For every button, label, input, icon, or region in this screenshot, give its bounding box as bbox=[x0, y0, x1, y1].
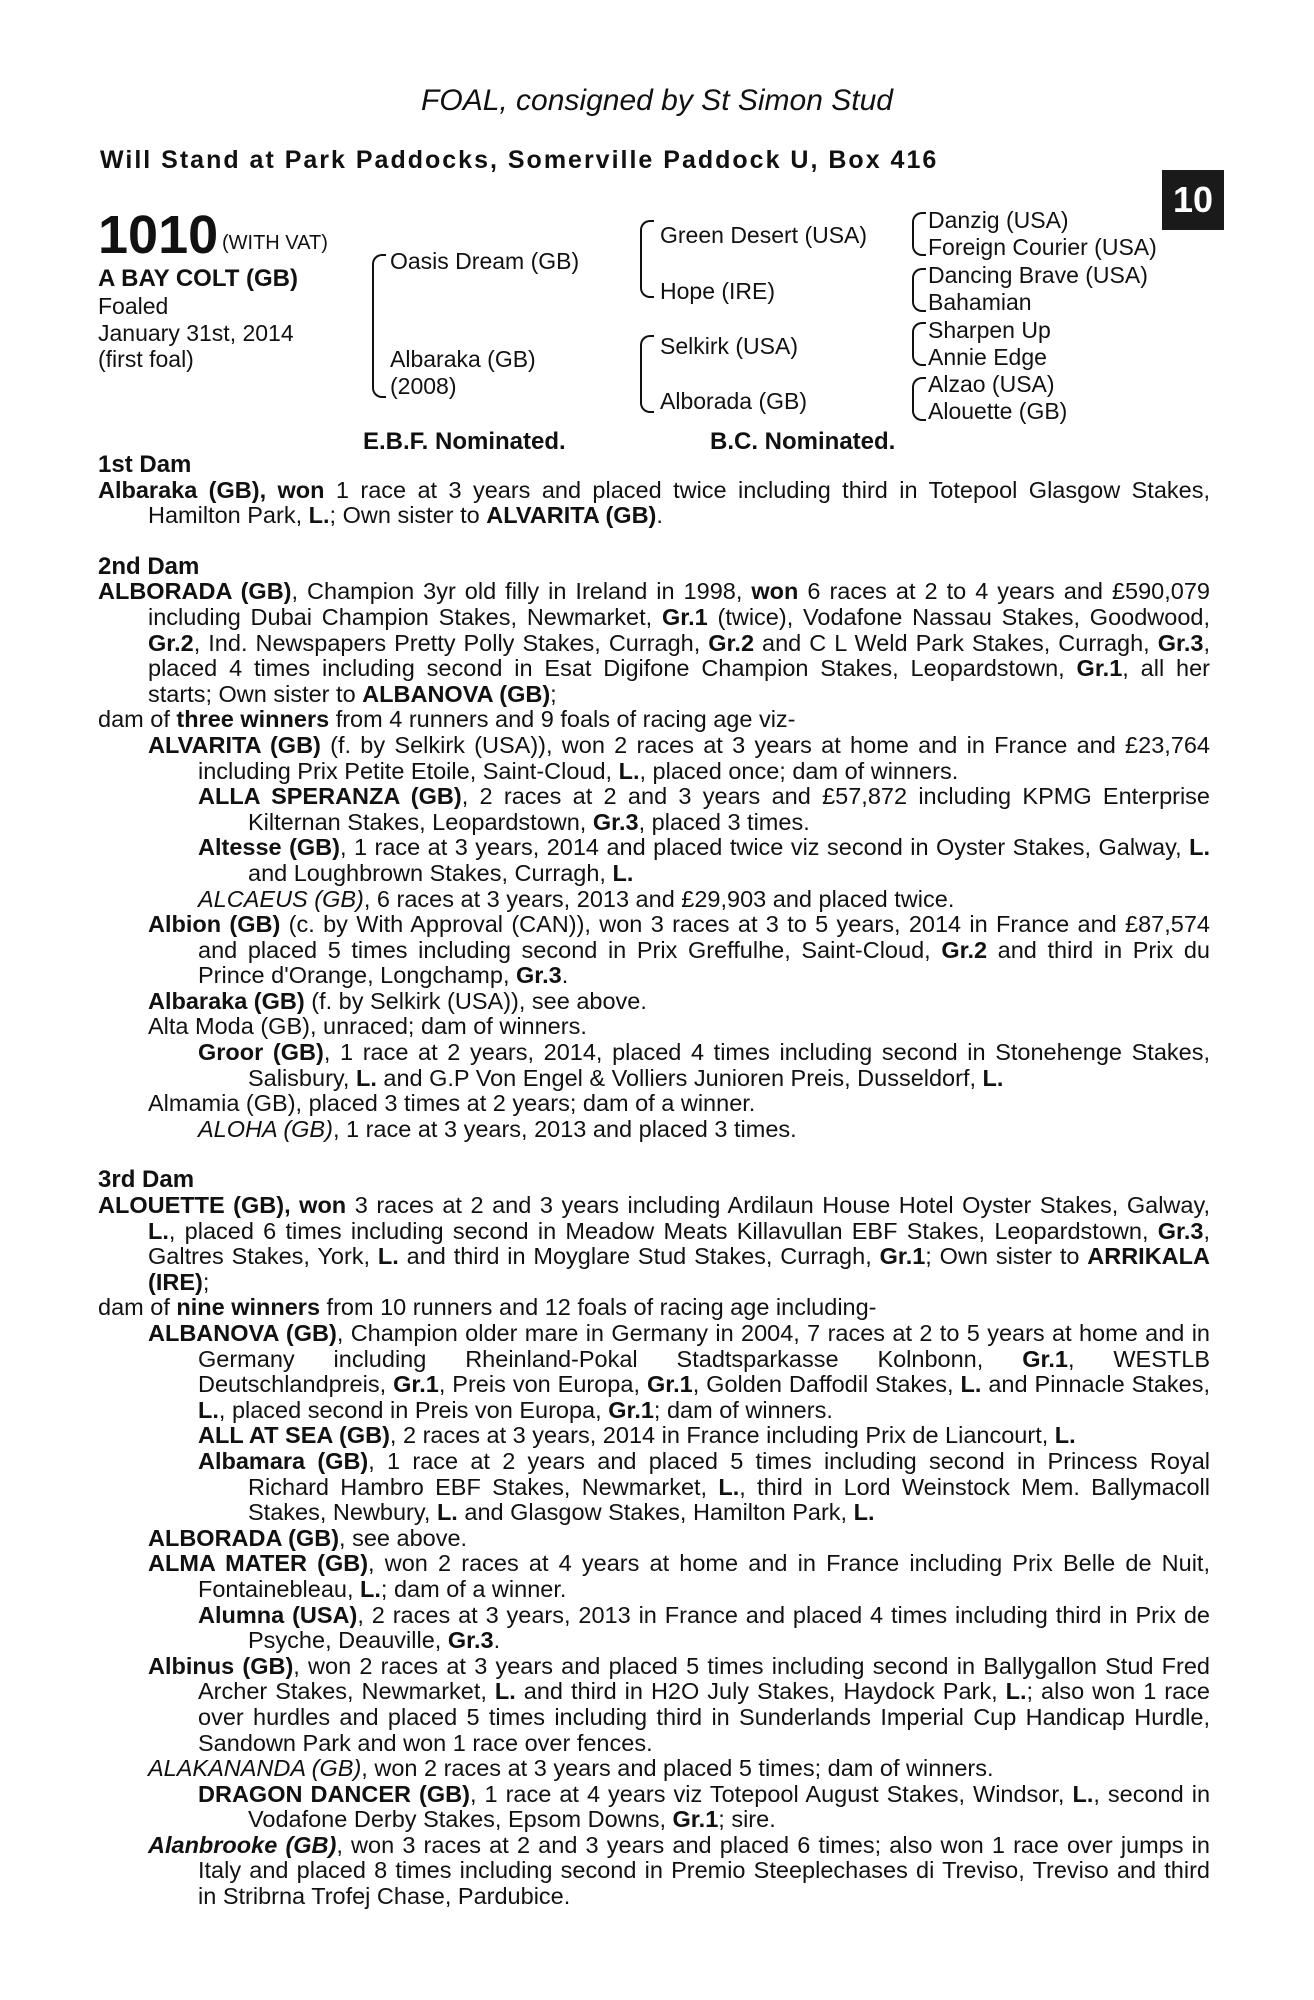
stand-location: Will Stand at Park Paddocks, Somerville Paddock U, Box 416 bbox=[100, 146, 939, 174]
produce-record bbox=[98, 452, 1210, 1910]
produce-entry: ALBANOVA (GB), Champion older mare in Germany in 2004, 7 races at 2 to 5 years at home and in Germany including Rheinland-Pokal Stadtsparkasse Kolnbonn, Gr.1, WESTLB Deutschlandpreis, Gr.1, Preis von Europa, Gr.1, Golden Daffodil Stakes, L. and Pinnacle Stakes, L., placed second in Preis von Europa, Gr.1; dam of winners. bbox=[148, 1320, 1211, 1423]
second-dam-paragraph: ALBORADA (GB), Champion 3yr old filly in Ireland in 1998, won 6 races at 2 to 4 years and £590,079 including Dubai Champion Stakes, Newmarket, Gr.1 (twice), Vodafone Nassau Stakes, Goodwood, Gr.2, Ind. Newspapers Pretty Polly Stakes, Curragh, Gr.2 and C L Weld Park Stakes, Curragh, Gr.3, placed 4 times including second in Esat Digifone Champion Stakes, Leopardstown, Gr.1, all her starts; Own sister to ALBANOVA (GB); bbox=[98, 578, 1210, 707]
produce-entry: ALBORADA (GB), see above. bbox=[148, 1524, 468, 1551]
pedigree-g3-ancestor: Alouette (GB) bbox=[928, 398, 1068, 424]
first-foal-note: (first foal) bbox=[98, 346, 194, 372]
lot-title: A BAY COLT (GB) bbox=[98, 265, 299, 292]
produce-entry: Alta Moda (GB), unraced; dam of winners. bbox=[148, 1013, 587, 1040]
ebf-nominated: E.B.F. Nominated. bbox=[363, 428, 566, 455]
pedigree-g3-ancestor: Foreign Courier (USA) bbox=[928, 234, 1157, 260]
produce-entry: Altesse (GB), 1 race at 3 years, 2014 and placed twice viz second in Oyster Stakes, Galway, L. and Loughbrown Stakes, Curragh, L. bbox=[198, 834, 1210, 886]
produce-entry: Albaraka (GB) (f. by Selkirk (USA)), see above. bbox=[148, 987, 647, 1014]
first-dam-heading: 1st Dam bbox=[98, 451, 192, 478]
produce-entry: Groor (GB), 1 race at 2 years, 2014, placed 4 times including second in Stonehenge Stakes, Salisbury, L. and G.P Von Engel & Volliers Junioren Preis, Dusseldorf, L. bbox=[198, 1039, 1210, 1091]
lot-number: 1010 bbox=[98, 205, 219, 265]
pedigree-brace-dam bbox=[640, 335, 654, 413]
pedigree-sire-dam: Hope (IRE) bbox=[660, 278, 776, 304]
produce-entry: ALVARITA (GB) (f. by Selkirk (USA)), won 2 races at 3 years at home and in France and £23,764 including Prix Petite Etoile, Saint-Cloud, L., placed once; dam of winners. bbox=[148, 731, 1210, 784]
produce-entry: DRAGON DANCER (GB), 1 race at 4 years viz Totepool August Stakes, Windsor, L., second in Vodafone Derby Stakes, Epsom Downs, Gr.1; sire. bbox=[198, 1780, 1211, 1833]
pedigree-g3-ancestor: Alzao (USA) bbox=[928, 371, 1055, 397]
first-dam-paragraph: Albaraka (GB), won 1 race at 3 years and placed twice including third in Totepool Glasgow Stakes, Hamilton Park, L.; Own sister to ALVARITA (GB). bbox=[98, 476, 1210, 529]
pedigree-g3-ancestor: Annie Edge bbox=[928, 344, 1047, 370]
pedigree-dam-sire: Selkirk (USA) bbox=[660, 333, 799, 359]
foaled-date: January 31st, 2014 bbox=[98, 320, 294, 346]
pedigree-brace-g3 bbox=[912, 322, 926, 366]
bc-nominated: B.C. Nominated. bbox=[710, 428, 896, 455]
pedigree-brace-main bbox=[372, 254, 386, 398]
third-dam-paragraph: ALOUETTE (GB), won 3 races at 2 and 3 years including Ardilaun House Hotel Oyster Stakes, Galway, L., placed 6 times including second in Meadow Meats Killavullan EBF Stakes, Leopardstown, Gr.3, Galtres Stakes, York, L. and third in Moyglare Stud Stakes, Curragh, Gr.1; Own sister to ARRIKALA (IRE); bbox=[98, 1192, 1210, 1295]
produce-entry: ALCAEUS (GB), 6 races at 3 years, 2013 and £29,903 and placed twice. bbox=[198, 885, 955, 912]
produce-entry: ALMA MATER (GB), won 2 races at 4 years at home and in France including Prix Belle de Nuit, Fontainebleau, L.; dam of a winner. bbox=[148, 1550, 1210, 1602]
second-dam-heading: 2nd Dam bbox=[98, 552, 200, 580]
produce-entry: Alumna (USA), 2 races at 3 years, 2013 in France and placed 4 times including third in Prix de Psyche, Deauville, Gr.3. bbox=[198, 1601, 1210, 1654]
produce-entry: ALL AT SEA (GB), 2 races at 3 years, 2014 in France including Prix de Liancourt, L. bbox=[198, 1422, 1076, 1449]
pedigree-dam: Albaraka (GB) bbox=[390, 346, 536, 372]
pedigree-dam-year: (2008) bbox=[390, 373, 457, 399]
pedigree-g3-ancestor: Bahamian bbox=[928, 289, 1032, 315]
produce-entry: Albamara (GB), 1 race at 2 years and placed 5 times including second in Princess Royal Richard Hambro EBF Stakes, Newmarket, L., third in Lord Weinstock Mem. Ballymacoll Stakes, Newbury, L. and Glasgow Stakes, Hamilton Park, L. bbox=[198, 1447, 1210, 1526]
pedigree-brace-g2 bbox=[912, 268, 926, 312]
produce-entry: Albinus (GB), won 2 races at 3 years and placed 5 times including second in Ballygallon Stud Fred Archer Stakes, Newmarket, L. and third in H2O July Stakes, Haydock Park, L.; also won 1 race over hurdles and placed 5 times including third in Sunderlands Imperial Cup Handicap Hurdle, Sandown Park and won 1 race over fences. bbox=[148, 1652, 1211, 1756]
pedigree-g3-ancestor: Sharpen Up bbox=[928, 317, 1051, 343]
produce-entry: ALAKANANDA (GB), won 2 races at 3 years and placed 5 times; dam of winners. bbox=[148, 1755, 994, 1782]
pedigree-brace-g4 bbox=[912, 377, 926, 421]
pedigree-dam-dam: Alborada (GB) bbox=[660, 388, 808, 414]
lot-tag-badge: 10 bbox=[1162, 170, 1224, 230]
produce-entry: ALLA SPERANZA (GB), 2 races at 2 and 3 years and £57,872 including KPMG Enterprise Kilternan Stakes, Leopardstown, Gr.3, placed 3 times. bbox=[198, 783, 1211, 835]
pedigree-g3-ancestor: Dancing Brave (USA) bbox=[928, 262, 1148, 288]
pedigree-sire-sire: Green Desert (USA) bbox=[660, 222, 868, 248]
vat-note: (WITH VAT) bbox=[222, 232, 328, 254]
pedigree-sire: Oasis Dream (GB) bbox=[390, 248, 580, 274]
pedigree-brace-sire bbox=[640, 220, 654, 298]
consignor-line: FOAL, consigned by St Simon Stud bbox=[421, 84, 893, 117]
produce-entry: ALOHA (GB), 1 race at 3 years, 2013 and placed 3 times. bbox=[198, 1115, 797, 1142]
third-dam-heading: 3rd Dam bbox=[98, 1166, 195, 1194]
pedigree-brace-g1 bbox=[912, 212, 926, 256]
produce-entry: Alanbrooke (GB), won 3 races at 2 and 3 years and placed 6 times; also won 1 race over jumps in Italy and placed 8 times including second in Premio Steeplechases di Treviso, Treviso and third in Stribrna Trofej Chase, Pardubice. bbox=[148, 1831, 1210, 1910]
third-dam-produce-summary: dam of nine winners from 10 runners and 12 foals of racing age including- bbox=[98, 1294, 877, 1321]
second-dam-produce-summary: dam of three winners from 4 runners and 9 foals of racing age viz- bbox=[98, 706, 796, 733]
pedigree-g3-ancestor: Danzig (USA) bbox=[928, 207, 1069, 233]
produce-entry: Albion (GB) (c. by With Approval (CAN)), won 3 races at 3 to 5 years, 2014 in France and £87,574 and placed 5 times including second in Prix Greffulhe, Saint-Cloud, Gr.2 and third in Prix du Prince d'Orange, Longchamp, Gr.3. bbox=[148, 911, 1210, 989]
produce-entry: Almamia (GB), placed 3 times at 2 years; dam of a winner. bbox=[148, 1090, 756, 1117]
foaled-label: Foaled bbox=[98, 293, 169, 319]
